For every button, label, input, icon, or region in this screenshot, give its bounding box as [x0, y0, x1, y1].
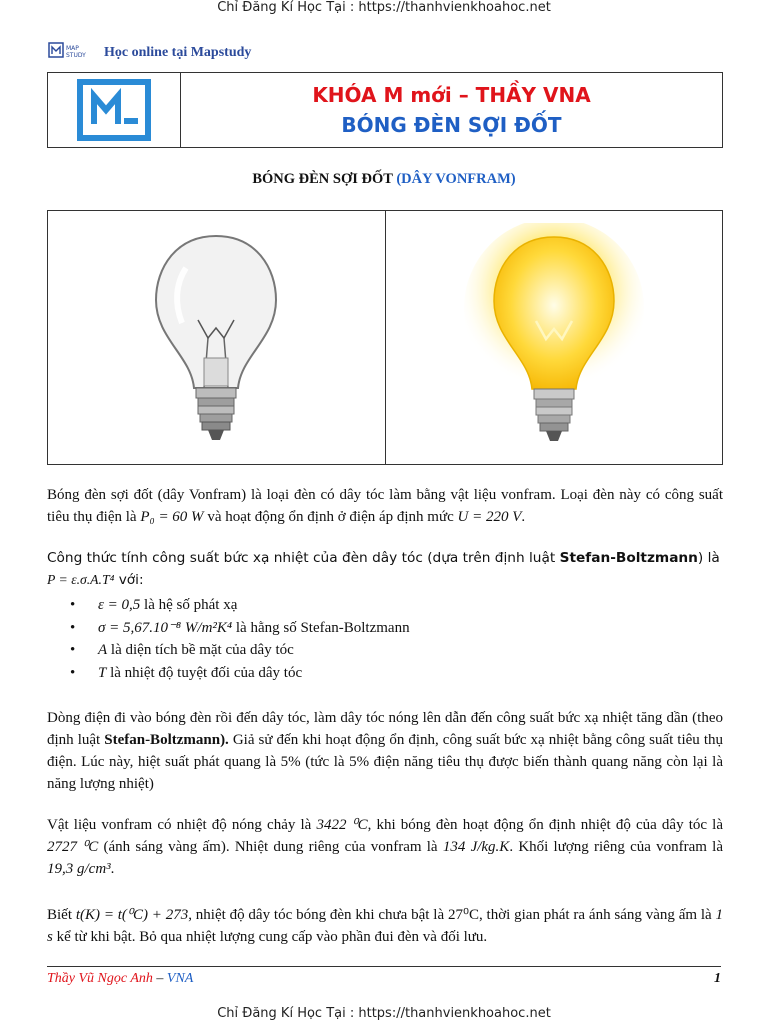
list-item: • A là diện tích bề mặt của dây tóc [70, 642, 294, 658]
paragraph-1: Bóng đèn sợi đốt (dây Vonfram) là loại đèn có dây tóc làm bằng vật liệu vonfram. Loại đèn này có công suất tiêu thụ điện là P₀ = 60 W và hoạt động ổn định ở điện áp định mức U = 220 V. [47, 487, 723, 525]
header-logo [48, 73, 181, 147]
list-item: • σ = 5,67.10⁻⁸ W/m²K⁴ là hằng số Stefan-Boltzmann [70, 619, 410, 636]
list-item: • T là nhiệt độ tuyệt đối của dây tóc [70, 664, 303, 681]
formula: P = ε.σ.A.T⁴ [47, 572, 115, 587]
lesson-title: BÓNG ĐÈN SỢI ĐỐT [341, 113, 562, 137]
footer-code: VNA [166, 971, 194, 986]
top-banner: Chỉ Đăng Kí Học Tại : https://thanhvienkhoahoc.net [217, 0, 551, 15]
section-title: BÓNG ĐÈN SỢI ĐỐT (DÂY VONFRAM) [252, 171, 516, 187]
brand [48, 42, 251, 64]
paragraph-5: Biết t(K) = t(⁰C) + 273, nhiệt độ dây tóc bóng đèn khi chưa bật là 27⁰C, thời gian phát ra ánh sáng vàng ấm là 1 s kể từ khi bật. Bỏ qua nhiệt lượng cung cấp vào phần đui đèn và đối lưu. [47, 907, 723, 945]
course-title: KHÓA M mới – THẦY VNA [312, 83, 591, 107]
bullet-list [70, 594, 720, 684]
footer-divider [47, 966, 721, 967]
paragraph-2: Công thức tính công suất bức xạ nhiệt của đèn dây tóc (dựa trên định luật Stefan-Boltzmann) là P = ε.σ.A.T⁴ với: [47, 550, 720, 588]
footer-author: Thầy Vũ Ngọc Anh [47, 971, 153, 986]
footer: Thầy Vũ Ngọc Anh – VNA 1 [47, 971, 721, 986]
svg-text:STUDY: STUDY [66, 52, 86, 59]
bulb-off-image [146, 228, 286, 448]
mapstudy-logo-icon [48, 42, 96, 64]
paragraph-4: Vật liệu vonfram có nhiệt độ nóng chảy là 3422 ⁰C, khi bóng đèn hoạt động ổn định nhiệt độ của dây tóc là 2727 ⁰C (ánh sáng vàng ấm). Nhiệt dung riêng của vonfram là 134 J/kg.K. Khối lượng riêng của vonfram là 19,3 g/cm³. [47, 817, 723, 877]
paragraph-3: Dòng điện đi vào bóng đèn rồi đến dây tóc, làm dây tóc nóng lên dẫn đến công suất bức xạ nhiệt tăng dần (theo định luật Stefan-Boltzmann). Giả sử đến khi hoạt động ổn định, công suất bức xạ nhiệt bằng công suất tiêu thụ điện. Lúc này, hiệt suất phát quang là 5% (tức là 5% điện năng tiêu thụ được biến thành quang năng còn lại là năng lượng nhiệt) [47, 710, 723, 792]
bulb-off-cell [48, 211, 385, 464]
bulb-on-image [464, 223, 644, 453]
list-item: • ε = 0,5 là hệ số phát xạ [70, 597, 238, 613]
section-title-paren: (DÂY VONFRAM) [396, 171, 516, 187]
m-logo-icon [76, 78, 152, 142]
bottom-banner: Chỉ Đăng Kí Học Tại : https://thanhvienkhoahoc.net [217, 1006, 551, 1021]
brand-text: Học online tại Mapstudy [104, 45, 252, 60]
image-table [47, 210, 723, 465]
bulb-on-cell [385, 211, 723, 464]
page-number: 1 [714, 971, 721, 986]
svg-text:MAP: MAP [66, 45, 79, 52]
header-box [47, 72, 723, 148]
